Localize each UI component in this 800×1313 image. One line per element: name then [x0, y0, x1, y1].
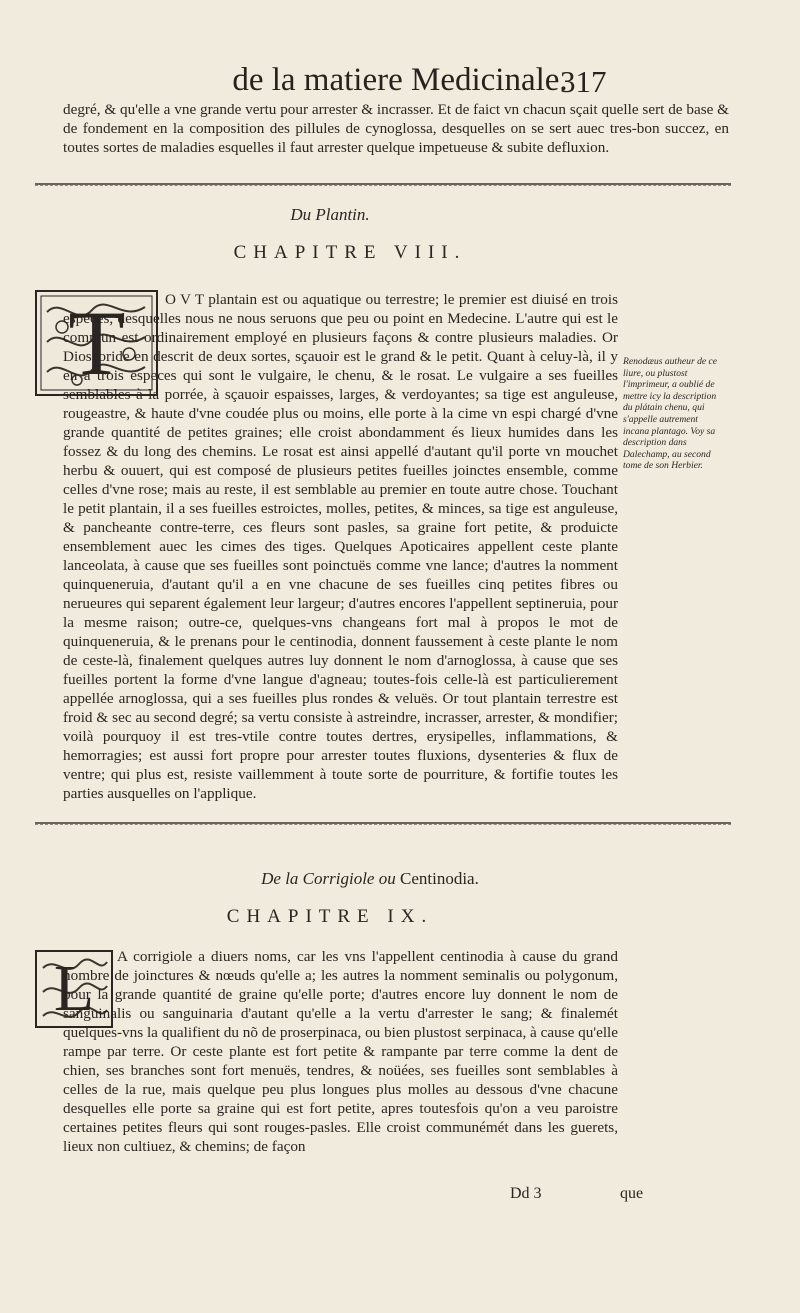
section-title-corrigiole-italic: De la Corrigiole ou — [261, 869, 396, 888]
section-title-plantin: Du Plantin. — [290, 205, 370, 224]
margin-note: Renodæus autheur de ce liure, ou plustost l'imprimeur, a oublié de mettre icy la description du plátain chenu, qui s'appelle autrement incana plantago. Voy sa description dans Dalechamp, au second tome de son Herbier. — [623, 356, 718, 472]
divider-middle — [35, 822, 731, 825]
chapter-heading-ix: CHAPITRE IX. — [226, 906, 434, 927]
section-title-corrigiole-plain: Centinodia. — [399, 869, 479, 888]
dropcap-letter: T — [68, 292, 125, 394]
signature-mark: Dd 3 — [510, 1185, 542, 1202]
plantin-paragraph: O V T plantain est ou aquatique ou terrestre; le premier est diuisé en trois especes, desquelles nous ne nous seruons que peu ou point en Medecine. L'autre qui est le commun est ordinairement employé en plusieurs façons & contre plusieurs maladies. Or Dioscoride en descrit de deux sortes, sçauoir est le grand & le petit. Quant à celuy-là, il y en a trois especes qui sont le vulgaire, le chenu, & le rosat. Le vulgaire a ses fueilles semblables à la porrée, à sçauoir espaisses, larges, & verdoyantes; sa tige est anguleuse, rougeastre, & haute d'vne coudée plus ou moins, elle porte à la cime vn espi chargé d'vne grande quantité de petites graines; elle croist abondamment és lieux humides dans les fossez & du long des chemins. Le rosat est ainsi appellé d'autant qu'il porte vn mouchet herbu & ouuert, qui est composé de plusieurs petites fueilles joinctes ensemble, comme celles d'vne rose; mais au reste, il est semblable au premier en toute autre chose. Touchant le petit plantain, il a ses fueilles estroictes, molles, petites, & minces, sa tige est anguleuse, & pancheante contre-terre, ces fleurs sont pasles, sa graine fort petite, & produicte ensemblement auec les cimes des tiges. Quelques Apoticaires appellent ceste plante lanceolata, à cause que ses fueilles sont poinctuës comme vne lance; d'autres la nomment quinqueneruia, d'autant qu'il a en vne chacune de ses fueilles cinq petites fibres ou nerueures qui separent également leur largeur; d'autres encores l'appellent septineruia, pour la mesme raison; outre-ce, quelques-vns changeans fort mal à propos le mot de quinqueneruia, & le prenans pour le centinodia, donnent faussement à ceste plante le nom de ceste-là, finalement quelques autres luy donnent le nom d'arnoglossa, à cause que ses fueilles portent la forme d'vne langue d'agneau; toutes-fois celle-là est particulierement appellée arnoglossa, qui a ses fueilles plus rondes & veluës. Or tout plantain terrestre est froid & sec au second degré; sa vertu consiste à astreindre, incrasser, arrester, & mondifier; voilà pourquoy il est tres-vtile contre toutes dertres, erysipelles, inflammations, & hemorragies; est aussi fort propre pour arrester toutes fluxions, dysenteries & flux de ventre; qui plus est, resiste vaillemment à toute sorte de pourriture, & fortifie toutes les parties ausquelles on l'applique. — [63, 291, 618, 802]
intro-paragraph: degré, & qu'elle a vne grande vertu pour arrester & incrasser. Et de faict vn chacun sçait quelle sert de base & de fondement en la composition des pillules de cynoglossa, desquelles on se sert auec tres-bon succez, en toutes sortes de maladies esquelles il faut arrester quelque impetueuse & subite defluxion. — [63, 101, 729, 156]
dropcap-letter-2: L — [53, 952, 95, 1025]
chapter-heading-viii: CHAPITRE VIII. — [233, 242, 467, 263]
section-title-corrigiole — [0, 869, 740, 889]
divider-top — [35, 183, 731, 186]
page-number: 317 — [560, 64, 607, 99]
catchword: que — [620, 1185, 644, 1202]
corrigiole-paragraph: A corrigiole a diuers noms, car les vns l'appellent centinodia à cause du grand nombre de joinctures & nœuds qu'elle a; les autres la nomment seminalis ou polygonum, pour la grande quantité de graine qu'elle porte; d'autres encore luy donnent le nom de sanguinalis ou sanguinaria d'autant qu'elle a la vertu d'arrester le sang; & finalemét quelques-vns la qualifient du nõ de proserpinaca, ou bien plustost serpinaca, à cause qu'elle rampe par terre. Or ceste plante est fort petite & rampante par terre comme la dent de chien, ses branches sont fort menuës, tendres, & noüées, ses fueilles sont semblables à celles de la rue, mais quelque peu plus longues plus molles au dessous d'vne chacune desquelles elle porte sa graine qui est fort petite, apres toutesfois qu'on a veu paroistre certaines petites fleurs qui sont rouges-pasles. Elle croist communémét dans les guerets, lieux non cultiuez, & chemins; de façon — [63, 948, 618, 1155]
running-title: de la matiere Medicinale. — [232, 62, 568, 98]
